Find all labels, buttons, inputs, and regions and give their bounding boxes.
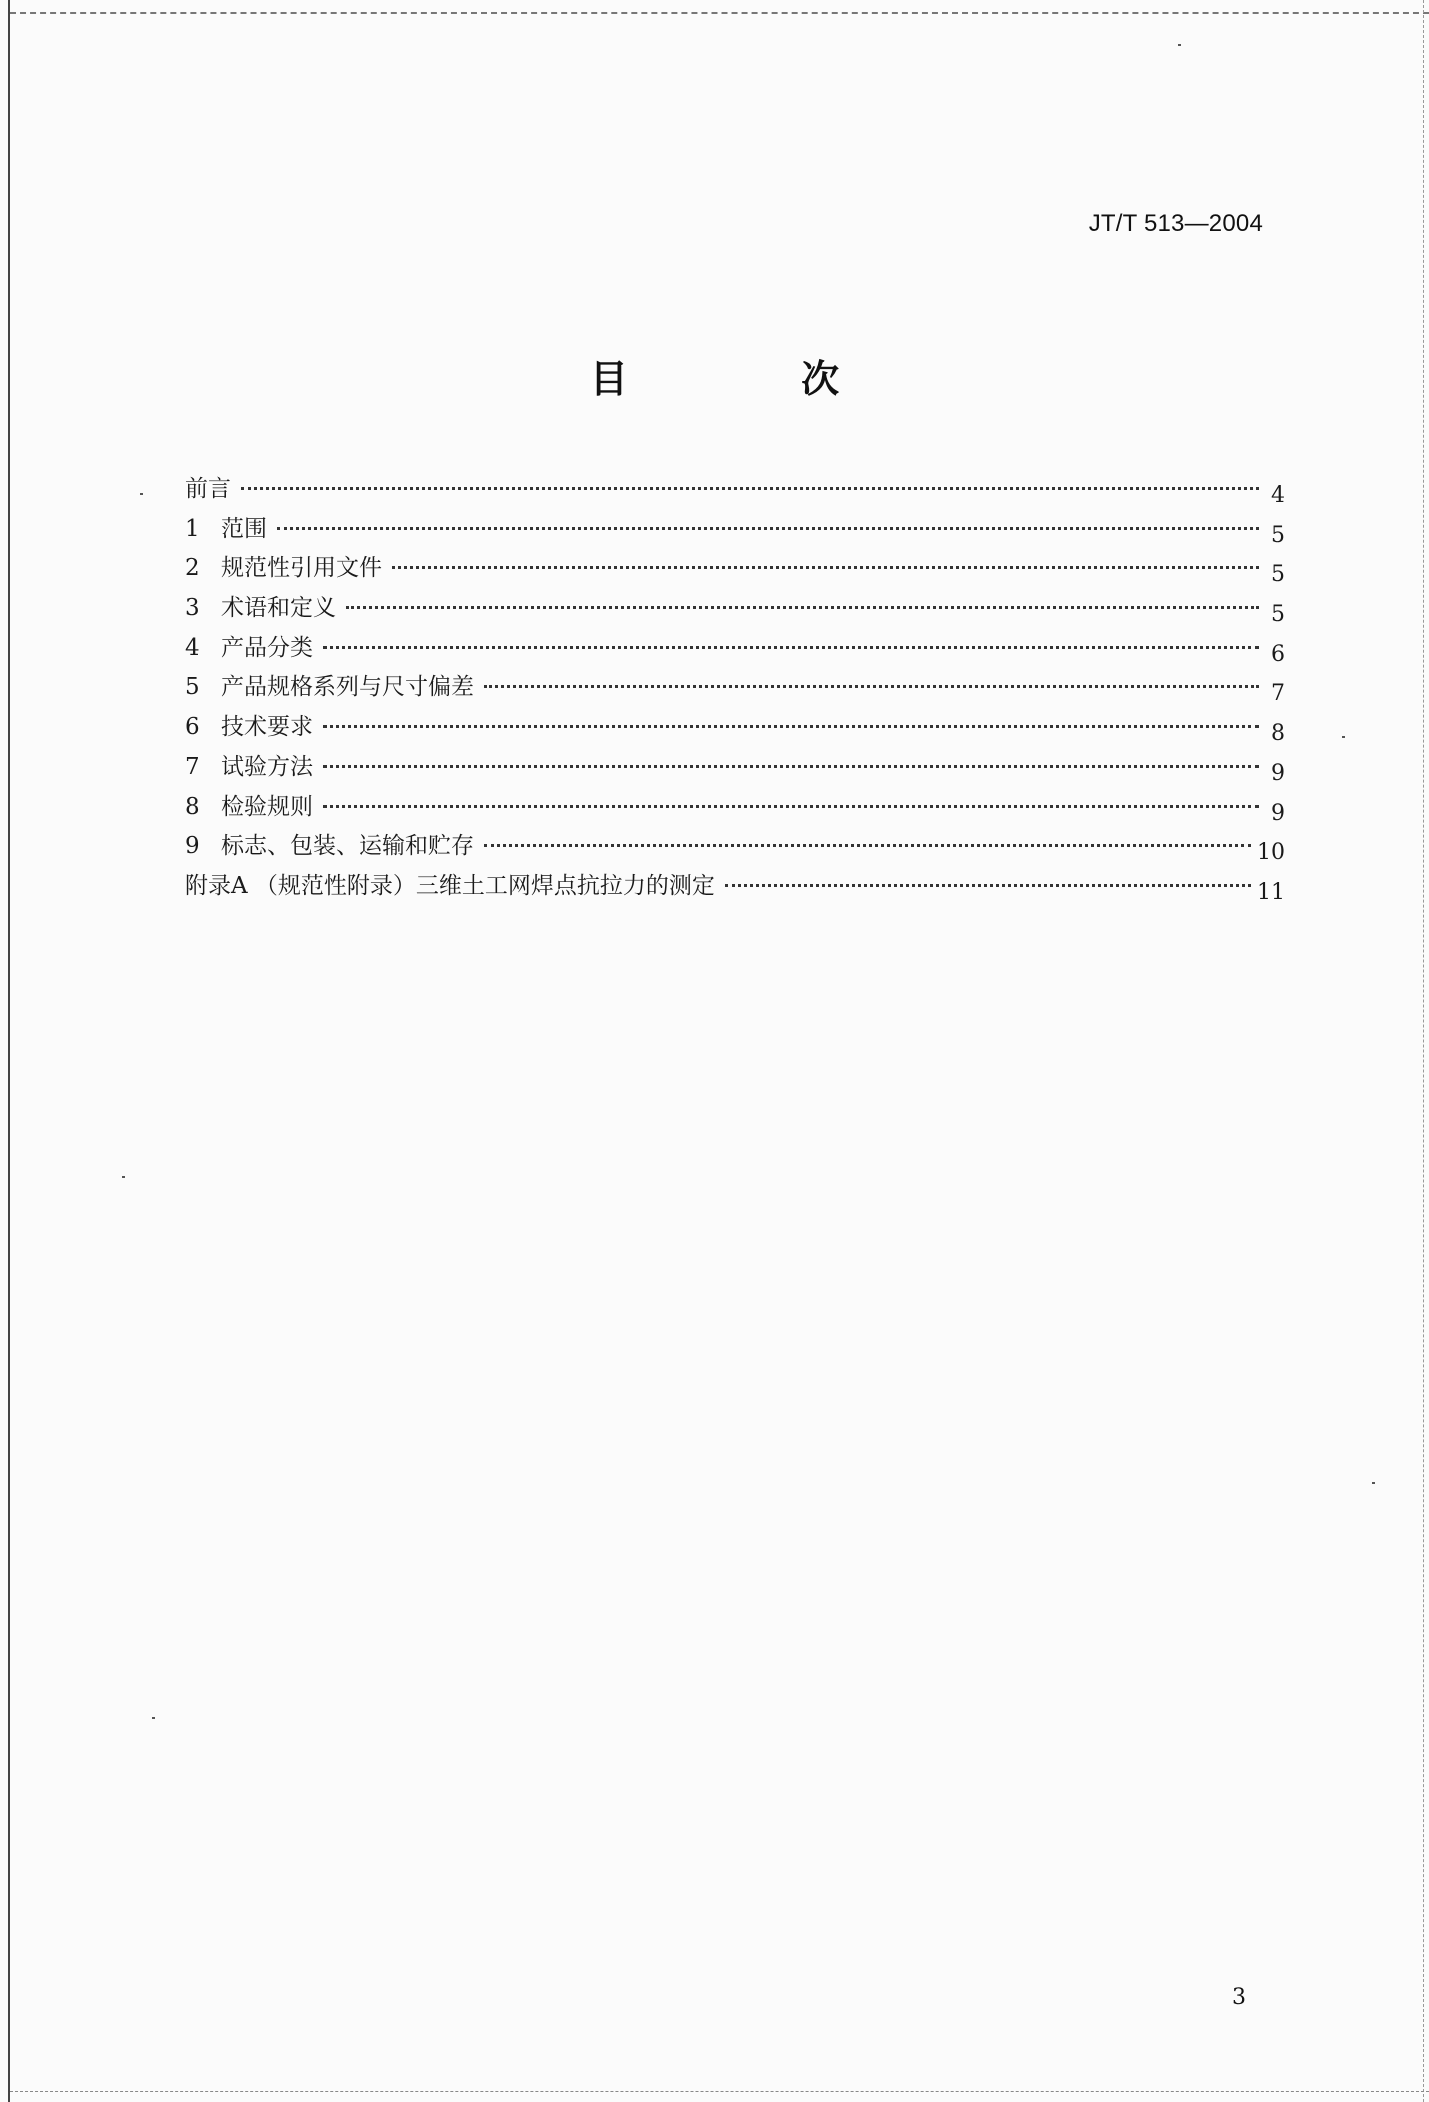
toc-entry-annex-a[interactable]	[185, 867, 1285, 907]
toc-entry-page: 7	[1271, 681, 1285, 707]
scan-speck	[152, 1717, 155, 1719]
toc-leader-dots	[392, 566, 1259, 569]
toc-entry-number: 8	[185, 793, 200, 820]
toc-leader-dots	[323, 765, 1259, 768]
toc-leader-dots	[484, 844, 1251, 847]
toc-entry-label: 产品规格系列与尺寸偏差	[221, 674, 474, 701]
toc-entry-scope[interactable]	[185, 510, 1285, 550]
scan-speck	[1342, 736, 1345, 738]
scan-speck	[1178, 44, 1181, 46]
toc-entry-number: 1	[185, 515, 200, 542]
toc-leader-dots	[323, 646, 1259, 649]
toc-entry-classification[interactable]	[185, 629, 1285, 669]
toc-entry-label: 产品分类	[221, 634, 313, 661]
scan-border-left	[8, 0, 10, 2102]
scan-border-top	[10, 12, 1429, 14]
toc-leader-dots	[346, 606, 1259, 609]
toc-entry-number: 5	[185, 674, 200, 701]
toc-entry-specifications[interactable]	[185, 668, 1285, 708]
toc-entry-page: 8	[1271, 721, 1285, 747]
toc-entry-page: 5	[1271, 602, 1285, 628]
toc-entry-page: 6	[1271, 641, 1285, 667]
scan-border-bottom	[10, 2091, 1429, 2092]
toc-entry-label: 范围	[221, 515, 267, 542]
toc-entry-label: 检验规则	[221, 793, 313, 820]
toc-entry-label: 技术要求	[221, 714, 313, 741]
toc-entry-technical-requirements[interactable]	[185, 708, 1285, 748]
scan-speck	[140, 493, 143, 495]
scan-border-right	[1423, 0, 1424, 2102]
toc-entry-number: 2	[185, 555, 200, 582]
toc-leader-dots	[241, 487, 1259, 490]
toc-entry-page: 10	[1257, 840, 1285, 866]
toc-entry-terms-definitions[interactable]	[185, 589, 1285, 629]
toc-leader-dots	[484, 685, 1259, 688]
toc-entry-number: 9	[185, 833, 200, 860]
toc-entry-label: 试验方法	[221, 753, 313, 780]
toc-title: 目 次	[589, 357, 920, 401]
toc-leader-dots	[323, 805, 1259, 808]
toc-entry-page: 5	[1271, 522, 1285, 548]
toc-entry-normative-references[interactable]	[185, 549, 1285, 589]
toc-entry-number: 4	[185, 634, 200, 661]
toc-entry-label: 前言	[185, 476, 231, 502]
toc-entry-foreword[interactable]	[185, 470, 1285, 510]
table-of-contents	[185, 470, 1285, 907]
toc-entry-number: 6	[185, 714, 200, 741]
toc-entry-page: 4	[1271, 483, 1285, 508]
page-number: 3	[1232, 1985, 1246, 2010]
scan-speck	[1372, 1482, 1375, 1484]
toc-entry-inspection-rules[interactable]	[185, 788, 1285, 828]
toc-entry-number: 7	[185, 753, 200, 780]
toc-entry-label: 附录A （规范性附录）三维土工网焊点抗拉力的测定	[185, 872, 715, 899]
toc-entry-page: 5	[1271, 562, 1285, 588]
toc-leader-dots	[323, 725, 1259, 728]
toc-entry-page: 11	[1257, 879, 1285, 905]
toc-entry-test-methods[interactable]	[185, 748, 1285, 788]
toc-entry-number: 3	[185, 595, 200, 622]
toc-entry-page: 9	[1271, 800, 1285, 826]
toc-entry-label: 术语和定义	[221, 595, 336, 622]
toc-leader-dots	[725, 884, 1251, 887]
scan-speck	[122, 1176, 125, 1178]
standard-number: JT/T 513—2004	[1088, 210, 1263, 237]
toc-leader-dots	[277, 527, 1259, 530]
toc-entry-page: 9	[1271, 760, 1285, 786]
toc-entry-label: 规范性引用文件	[221, 555, 382, 582]
toc-entry-marking-packaging[interactable]	[185, 827, 1285, 867]
toc-entry-label: 标志、包装、运输和贮存	[221, 833, 474, 860]
